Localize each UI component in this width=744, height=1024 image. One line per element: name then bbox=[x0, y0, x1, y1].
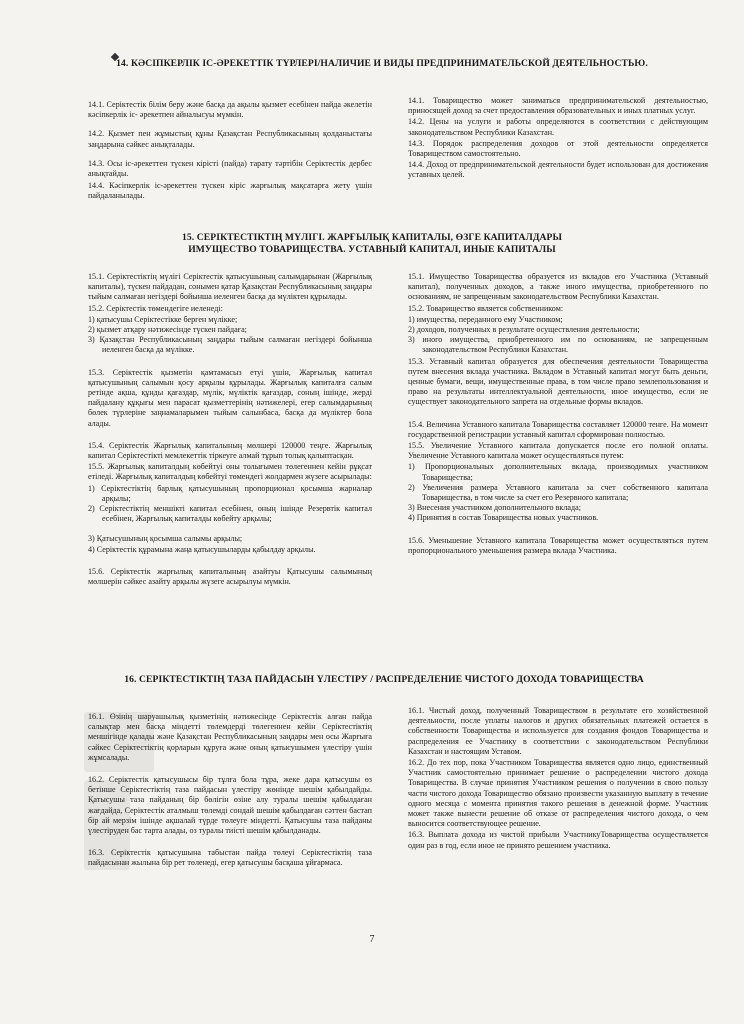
paragraph: 15.6. Серіктестік жарғылық капиталының азайтуы Қатысушы салымының мөлшерін сәйкес азайту арқылы жүзеге асырылуы мүмкін. bbox=[88, 566, 372, 587]
list-item: 2) Увеличения размера Уставного капитала за счет собственного капитала Товарищества, в том числе за счет его Резервного капитала; bbox=[408, 482, 708, 503]
list-item: 2) доходов, полученных в результате осуществления деятельности; bbox=[408, 325, 640, 335]
list-item: 3) Қатысушының қосымша салымы арқылы; bbox=[88, 534, 243, 544]
section-15-heading-ru: ИМУЩЕСТВО ТОВАРИЩЕСТВА. УСТАВНЫЙ КАПИТАЛ, ИНЫЕ КАПИТАЛЫ bbox=[188, 244, 556, 255]
paragraph: 14.4. Доход от предпринимательской деятельности будет использован для достижения уставных целей. bbox=[408, 160, 708, 180]
paragraph: 16.3. Выплата дохода из чистой прибыли УчастникуТоварищества осуществляется один раз в год, если иное не принято решением участника. bbox=[408, 830, 708, 850]
paragraph: 15.3. Уставный капитал образуется для обеспечения деятельности Товарищества путем внесения вклада участника. Вкладом в Уставный капитал могут быть деньги, ценные бумаги, вещи, имущественные права, в том числе право землепользования и право на результаты интеллектуальной деятельности, иное имущество, если не существует законодательного запрета на отдельные формы вкладов. bbox=[408, 356, 708, 407]
list-item: 4) Серіктестік құрамына жаңа қатысушыларды қабылдау арқылы. bbox=[88, 544, 316, 554]
list-item: 1) қатысушы Серіктестікке берген мүлікке; bbox=[88, 314, 238, 324]
paragraph: 15.1. Имущество Товарищества образуется из вкладов его Участника (Уставный капитал), полученных доходов, а также иного имущества, приобретенного по основаниям, не запрещенным законодательством Республики Казахстан. bbox=[408, 272, 708, 302]
paragraph: 16.3. Серіктестік қатысушына табыстан пайда төлеуі Серіктестіктің таза пайдасынан жылына бір рет төленеді, егер қатысушы басқаша ұйғармаса. bbox=[88, 848, 372, 868]
list-item: 3) Қазақстан Республикасының заңдары тыйым салмаған негіздері бойынша иеленген басқа да мүлікке. bbox=[88, 335, 372, 355]
paragraph: 16.2. Серіктестік қатысушысы бір тұлға бола тұра, жеке дара қатысушы өз бетінше Серіктестіктің таза пайдасын үлестіру жөнінде шешім қабылдайды. Қатысушы таза пайданың бір бөлігін өзіне алу туралы шешім қабылдаған жағдайда, Серіктестік аталмыш төлемді сондай шешім қабылдаған сәттен бастап бір ай мерзім ішінде ақшалай түрде төлеуге міндетті. Қатысушы таза пайданы үлестіруден бас тарта алады, оз туралы тиісті шешім қабылданады. bbox=[88, 775, 372, 836]
paragraph: 14.3. Порядок распределения доходов от этой деятельности определяется Товариществом самостоятельно. bbox=[408, 138, 708, 159]
paragraph: 15.4. Величина Уставного капитала Товарищества составляет 120000 тенге. На момент государственной регистрации уставный капитал сформирован полностью. bbox=[408, 419, 708, 439]
paragraph: 14.1. Серіктестік білім беру және басқа да ақылы қызмет есебінен пайда әкелетін кәсіпкерлік іс- әрекетпен айналысуы мүмкін. bbox=[88, 100, 372, 120]
paragraph: 14.2. Қызмет пен жұмыстың құны Қазақстан Республикасының қолданыстағы заңдарына сәйкес анықталады. bbox=[88, 129, 372, 149]
list-item: 4) Принятия в состав Товарищества новых участников. bbox=[408, 513, 599, 523]
paragraph: 15.5. Жарғылық капиталдың көбейтуі оны толығымен төлегеннен кейін рұқсат етіледі. Жарғылық капиталдың көбейтуі төмендегі жолдармен жүзеге асырылады: bbox=[88, 462, 372, 482]
scan-smudge bbox=[84, 712, 154, 772]
paragraph: 15.4. Серіктестік Жарғылық капиталының мөлшері 120000 теңге. Жарғылық капитал Серіктестікті мемлекеттік тіркеуге алмай тұрып толық қалыптасқан. bbox=[88, 440, 372, 461]
paragraph: 14.3. Осы іс-әрекеттен түскен кірісті (пайда) тарату тәртібін Серіктестік дербес анықтайды. bbox=[88, 158, 372, 179]
list-item: 2) Серіктестіктің меншікті капитал есебінен, оның ішінде Резервтік капитал есебінен, Жарғылық капиталды көбейту арқылы; bbox=[88, 504, 372, 524]
list bbox=[88, 315, 372, 356]
paragraph: 16.1. Өзінің шаруашылық қызметінің нәтижесінде Серіктестік алған пайда салықтар мен басқа міндетті төлемдерді төлегеннен кейін Серіктестіктің меншігінде қалады және Қазақстан Республикасының заңдары мен осы Жарғыға сәйкес Серіктестіктің қорларын құруға және оның қатысушымен үлестіру үшін жұмсалады. bbox=[88, 712, 372, 762]
section-16-heading: 16. СЕРІКТЕСТІКТІҢ ТАЗА ПАЙДАСЫН ҮЛЕСТІРУ / РАСПРЕДЕЛЕНИЕ ЧИСТОГО ДОХОДА ТОВАРИЩЕСТВА bbox=[124, 674, 644, 685]
section-14-heading: 14. КӘСІПКЕРЛІК ІС-ӘРЕКЕТТІК ТҮРЛЕРІ/НАЛИЧИЕ И ВИДЫ ПРЕДПРИНИМАТЕЛЬСКОЙ ДЕЯТЕЛЬНОСТЬЮ. bbox=[116, 58, 648, 69]
paragraph: 14.1. Товарищество может заниматься предпринимательской деятельностью, приносящей доход за счет предоставления образовательных и иных платных услуг. bbox=[408, 96, 708, 116]
list-item: 3) иного имущества, приобретенного им по основаниям, не запрещенным законодательством Республики Казахстан. bbox=[408, 335, 708, 355]
paragraph: 16.2. До тех пор, пока Участником Товарищества является одно лицо, единственный Участник самостоятельно принимает решение о распределении чистого дохода Товарищества. В случае принятия Участником решения о получении в свою пользу части чистого дохода Товарищество обязано произвести указанную выплату в течение одного месяца с момента принятия такого решения в денежной форме. Участник может также вынести решение об отказе от распределения чистого дохода, о чем выносится соответствующее решение. bbox=[408, 758, 708, 829]
section-16-right-column bbox=[408, 706, 708, 856]
paragraph: 14.2. Цены на услуги и работы определяются в соответствии с действующим законодательством Республики Казахстан. bbox=[408, 117, 708, 137]
list bbox=[408, 462, 708, 523]
list-item: 1) Пропорциональных дополнительных вклада, производимых участником Товарищества; bbox=[408, 462, 708, 482]
paragraph: 14.4. Кәсіпкерлік іс-әрекеттен түскен кіріс жарғылық мақсатарға жету үшін пайдаланылады. bbox=[88, 181, 372, 201]
list-item: 2) қызмет атқару нәтижесінде түскен пайдаға; bbox=[88, 325, 247, 335]
list-item: 1) имущества, переданного ему Участником; bbox=[408, 314, 563, 324]
paragraph: 15.2. Серіктестік төмендегіге иеленеді: bbox=[88, 303, 223, 313]
section-14-right-column bbox=[408, 96, 708, 186]
paragraph: 15.6. Уменьшение Уставного капитала Товарищества может осуществляться путем пропорционального уменьшения размера вклада Участника. bbox=[408, 535, 708, 555]
section-15-left-column bbox=[88, 272, 372, 592]
list bbox=[408, 315, 708, 356]
list-item: 1) Серіктестіктің барлық қатысушының пропорционал қосымша жарналар арқылы; bbox=[88, 483, 372, 503]
section-15-heading-kz: 15. СЕРІКТЕСТІКТІҢ МҮЛІГІ. ЖАРҒЫЛЫҚ КАПИТАЛЫ, ӨЗГЕ КАПИТАЛДАРЫ bbox=[181, 232, 563, 243]
page-number: 7 bbox=[369, 934, 375, 945]
scan-smudge bbox=[84, 780, 130, 870]
section-14-left-column bbox=[88, 100, 372, 207]
list bbox=[88, 484, 372, 555]
list-item: 3) Внесения участником дополнительного вклада; bbox=[408, 503, 581, 513]
paragraph: 15.1. Серіктестіктің мүлігі Серіктестік қатысушының салымдарынан (Жарғылық капиталы), түскен пайдадан, сонымен қатар Қазақстан Республикасының заңдары тыйым салмаған негіздері бойынша иеленген басқа да мүліктен құрылады. bbox=[88, 272, 372, 302]
paragraph: 16.1. Чистый доход, полученный Товариществом в результате его хозяйственной деятельности, после уплаты налогов и других обязательных платежей остается в собственности Товарищества и используется для создания фондов Товарищества и распределения ее Участнику в соответствии с законодательством Республики Казахстан и настоящим Уставом. bbox=[408, 706, 708, 756]
paragraph: 15.3. Серіктестік қызметін қамтамасыз етуі үшін, Жарғылық капитал қатысушының салымын қосу арқылы құрылады. Жарғылық капиталға салым ретінде ақша, құнды қағаздар, мүлік, мүліктік қағаздар, соның ішінде, жерді пайдалану құқығы мен парасат қызметтерінің нәтижелері, егер салымдарының бөлек түрлеріне заңнамаларымен тыйым салынбаса, басқа да мүліктер бола алады. bbox=[88, 367, 372, 428]
section-15-right-column bbox=[408, 272, 708, 561]
paragraph: 15.5. Увеличение Уставного капитала допускается после его полной оплаты. Увеличение Уставного капитала может осуществляться путем: bbox=[408, 441, 708, 461]
paragraph: 15.2. Товарищество является собственником: bbox=[408, 303, 564, 313]
